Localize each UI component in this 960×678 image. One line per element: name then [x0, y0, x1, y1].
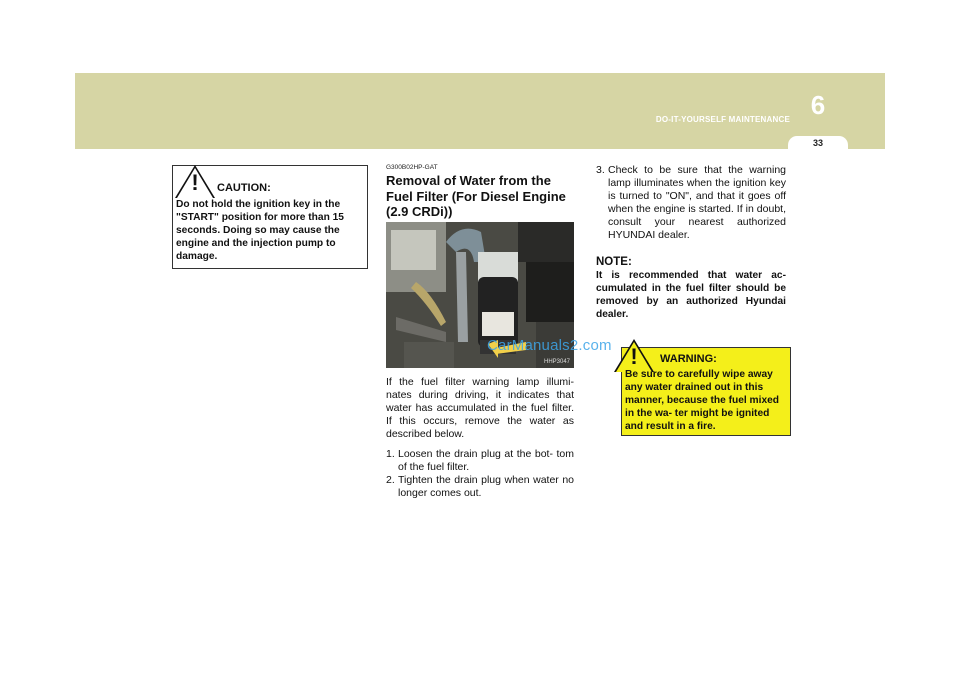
watermark: CarManuals2.com [487, 337, 612, 354]
warning-heading: WARNING: [660, 353, 717, 365]
page-number: 33 [812, 138, 823, 148]
list-item [386, 474, 574, 500]
step-text: Check to be sure that the warning lamp illuminates when the ignition key is turned to "ON", and that it goes off when the engine is started. If in doubt, consult your nearest authorized HYUNDAI dealer. [608, 164, 786, 241]
exclamation-glyph: ! [630, 344, 638, 369]
section-title: DO-IT-YOURSELF MAINTENANCE [655, 115, 790, 124]
note-heading: NOTE: [596, 256, 632, 268]
chapter-number: 6 [810, 90, 826, 120]
warning-box [621, 344, 791, 436]
list-item [596, 164, 786, 242]
step-number: 3. [596, 164, 605, 176]
intro-paragraph: If the fuel filter warning lamp illumi- nates during driving, it indicates that water has accumulated in the fuel filter. If this occurs, remove the water as described below. [386, 375, 574, 441]
header-band [75, 73, 885, 149]
section-heading: Removal of Water from the Fuel Filter (For Diesel Engine (2.9 CRDi)) [386, 173, 566, 219]
caution-heading: CAUTION: [217, 182, 271, 194]
caution-box [172, 165, 368, 269]
steps-list-continued [596, 164, 786, 242]
photo-number: HHP3047 [543, 358, 570, 365]
caution-body: Do not hold the ignition key in the "START" position for more than 15 seconds. Doing so may cause the engine and the injection pump to damage. [176, 199, 344, 262]
warning-body: Be sure to carefully wipe away any water drained out in this manner, because the fuel mixed in the wa- ter might be ignited and result in a fire. [625, 369, 780, 432]
note-body: It is recommended that water ac- cumulated in the fuel filter should be removed by an authorized Hyundai dealer. [596, 270, 786, 320]
fuel-filter-section [386, 164, 574, 500]
step-text: Loosen the drain plug at the bot- tom of the fuel filter. [398, 447, 574, 473]
step-text: Tighten the drain plug when water no longer comes out. [398, 473, 574, 499]
step-number: 1. [386, 447, 395, 460]
exclamation-glyph: ! [191, 170, 199, 195]
section-code: G300B02HP-GAT [386, 164, 438, 171]
right-column [596, 164, 786, 321]
steps-list [386, 448, 574, 500]
list-item [386, 448, 574, 474]
step-number: 2. [386, 473, 395, 486]
